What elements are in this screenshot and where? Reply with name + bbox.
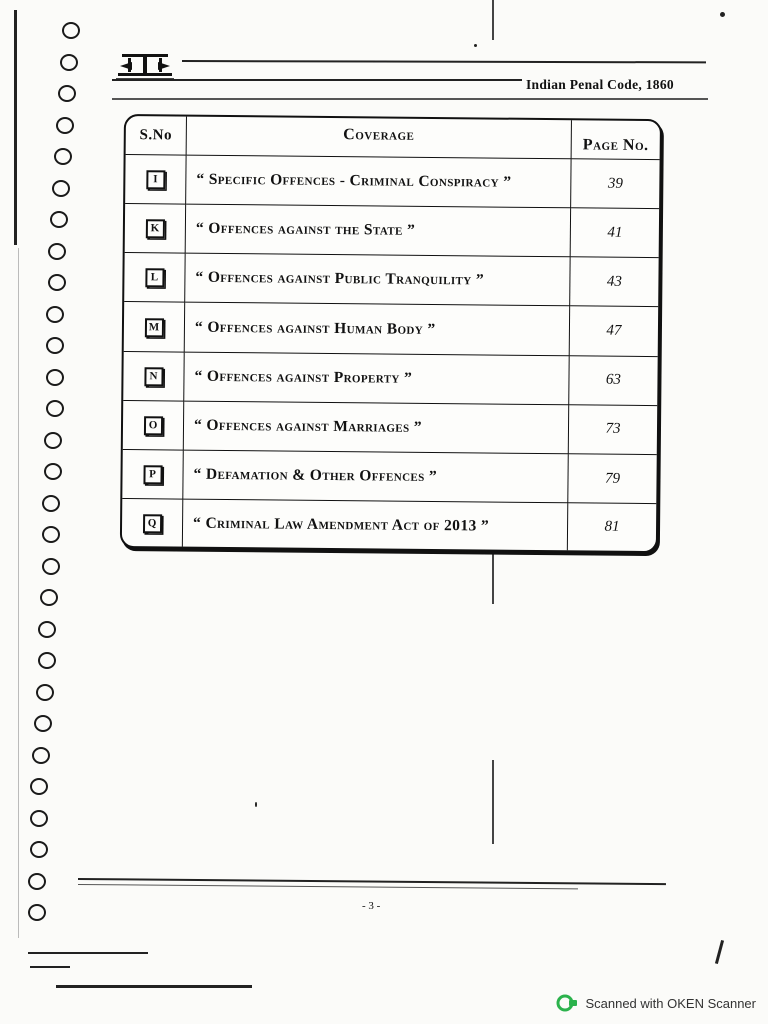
table-row [124, 302, 658, 356]
binding-hole [30, 841, 48, 858]
binding-hole [42, 495, 60, 512]
row-letter-cell [122, 499, 183, 546]
table-row [125, 204, 659, 258]
row-letter-cell [125, 155, 186, 205]
binding-hole [44, 463, 62, 480]
row-page: 41 [571, 208, 659, 258]
binding-hole [38, 652, 56, 669]
binding-hole [48, 243, 66, 260]
edge-mark [28, 952, 148, 954]
binding-hole [40, 589, 58, 606]
binding-hole [62, 22, 80, 39]
header-rule [182, 60, 706, 63]
binding-hole [30, 778, 48, 795]
table-row [123, 401, 657, 455]
speck [474, 44, 477, 47]
edge-mark [30, 966, 70, 968]
row-page: 43 [570, 258, 658, 308]
row-letter-cell [123, 401, 184, 451]
speck [255, 802, 257, 807]
scanner-icon-block [569, 1000, 577, 1006]
header-rule [112, 79, 522, 81]
row-coverage: “ Offences against Marriages ” [184, 401, 569, 454]
edge-mark [56, 985, 252, 988]
binding-hole [46, 337, 64, 354]
binding-hole [42, 526, 60, 543]
row-coverage: “ Defamation & Other Offences ” [183, 451, 568, 504]
binding-hole [42, 558, 60, 575]
row-coverage: “ Offences against Property ” [184, 352, 569, 405]
speck [720, 12, 725, 17]
letter-box: P [143, 465, 162, 484]
letter-box: L [145, 269, 164, 288]
binding-hole [46, 369, 64, 386]
table-row [125, 155, 659, 209]
publisher-logo-icon [114, 50, 176, 82]
letter-box: M [144, 318, 163, 337]
row-page: 81 [604, 518, 620, 535]
binding-hole [54, 148, 72, 165]
pen-mark [715, 940, 724, 964]
row-letter-cell [123, 352, 184, 402]
binding-hole [58, 85, 76, 102]
binding-hole [48, 274, 66, 291]
table-row [123, 352, 657, 406]
row-coverage: “ Specific Offences - Criminal Conspiracy ” [186, 156, 571, 209]
binding-holes [28, 14, 68, 944]
letter-box: Q [142, 514, 161, 533]
row-letter-cell [124, 302, 185, 352]
watermark-text: Scanned with OKEN Scanner [585, 995, 756, 1011]
binding-hole [46, 400, 64, 417]
row-coverage: “ Offences against the State ” [186, 205, 571, 258]
row-letter-cell [124, 253, 185, 303]
row-letter-cell [125, 204, 186, 254]
row-page: 73 [569, 405, 657, 455]
letter-box: K [145, 219, 164, 238]
page-fold-mark [492, 760, 494, 844]
row-coverage: “ Offences against Human Body ” [185, 303, 570, 356]
binding-edge [18, 248, 19, 938]
binding-hole [52, 180, 70, 197]
binding-hole [56, 117, 74, 134]
header-rule [112, 98, 708, 100]
binding-hole [36, 684, 54, 701]
binding-hole [28, 873, 46, 890]
binding-spine [14, 10, 17, 245]
header-sno: S.No [126, 116, 187, 156]
binding-hole [46, 306, 64, 323]
header-page-no: Page No. [572, 120, 660, 160]
letter-box: N [144, 367, 163, 386]
binding-hole [30, 810, 48, 827]
contents-table-wrapper [120, 114, 662, 553]
table-row [122, 450, 656, 504]
footer-rule [78, 884, 578, 889]
binding-hole [28, 904, 46, 921]
binding-hole [32, 747, 50, 764]
letter-box: O [143, 416, 162, 435]
row-page: 47 [570, 307, 658, 357]
binding-hole [44, 432, 62, 449]
row-coverage: “ Criminal Law Amendment Act of 2013 ” [183, 500, 568, 551]
binding-hole [50, 211, 68, 228]
header-coverage: Coverage [187, 117, 572, 160]
contents-table [120, 114, 662, 553]
table-row [122, 499, 656, 551]
page-number: - 3 - [362, 900, 381, 912]
binding-hole [60, 54, 78, 71]
row-letter-cell [122, 450, 183, 500]
table-header-row [126, 116, 660, 160]
page-fold-mark [492, 0, 494, 40]
letter-box: I [146, 170, 165, 189]
book-title: Indian Penal Code, 1860 [526, 77, 674, 92]
binding-hole [38, 621, 56, 638]
table-row [124, 253, 658, 307]
row-coverage: “ Offences against Public Tranquility ” [185, 254, 570, 307]
row-page: 39 [571, 159, 659, 209]
scanner-watermark [556, 994, 756, 1012]
row-page: 63 [569, 356, 657, 406]
row-page: 79 [568, 454, 656, 504]
binding-hole [34, 715, 52, 732]
oken-scanner-icon [556, 994, 578, 1012]
